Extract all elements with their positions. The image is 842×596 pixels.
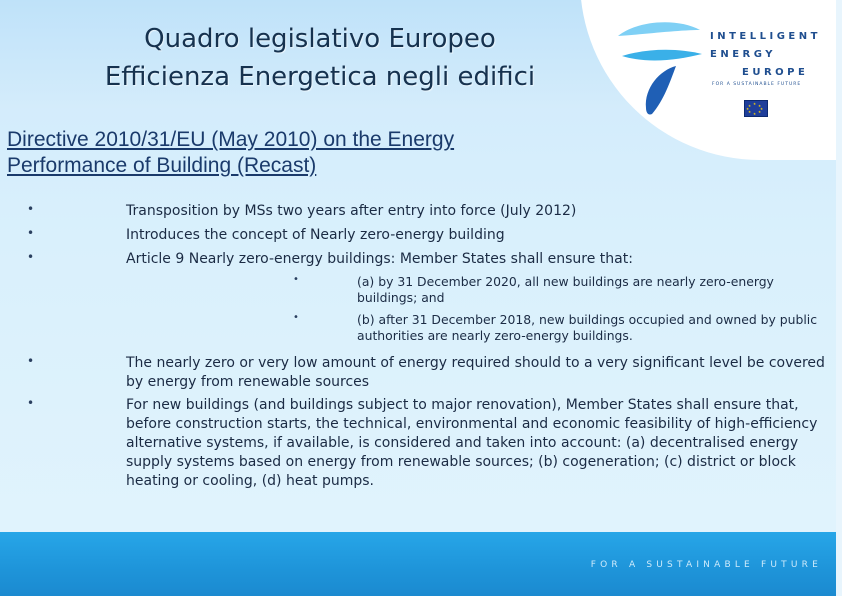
bullet-dot: • [27,354,35,368]
page-title [40,20,600,96]
title-line-2: Efficienza Energetica negli edifici [104,62,536,92]
sub-bullet-text: (b) after 31 December 2018, new buildings occupied and owned by public authorities are nearly zero-energy buildings. [357,312,818,343]
bullet-text: For new buildings (and buildings subject to major renovation), Member States shall ensure that, before construction starts, the technical, environmental and economic feasibility of high-efficiency alternative systems, if available, is considered and taken into account: (a) decentralised energy supply systems based on energy from renewable sources; (b) cogeneration; (c) district or block heating or cooling, (d) heat pumps. [126,397,818,489]
title-line-1: Quadro legislativo Europeo [144,24,496,54]
logo-line-2: ENERGY [710,49,776,60]
bullet-dot: • [27,202,35,216]
sub-bullet-text: (a) by 31 December 2020, all new buildings are nearly zero-energy buildings; and [357,274,774,305]
logo-wordmark [710,28,821,82]
eu-flag-icon: ★ ★ ★ ★ ★ ★ ★ ★ [744,100,768,117]
logo-tagline: FOR A SUSTAINABLE FUTURE [712,82,802,87]
right-edge [836,0,842,596]
bullet-text: Introduces the concept of Nearly zero-energy building [126,227,505,243]
sub-bullet-dot: • [293,312,299,323]
bullet-text: Transposition by MSs two years after entry into force (July 2012) [126,203,577,219]
logo-line-1: INTELLIGENT [710,31,821,42]
directive-line-1: Directive 2010/31/EU (May 2010) on the Energy [7,128,455,151]
iee-swoosh-logo-icon [608,8,708,128]
directive-line-2: Performance of Building (Recast) [7,154,317,177]
bullet-text: The nearly zero or very low amount of energy required should to a very significant level be covered by energy from renewable sources [126,355,825,390]
bullet-dot: • [27,226,35,240]
bullet-dot: • [27,396,35,410]
footer-tagline: FOR A SUSTAINABLE FUTURE [590,560,822,570]
bullet-text: Article 9 Nearly zero-energy buildings: Member States shall ensure that: [126,251,633,267]
bullet-dot: • [27,250,35,264]
logo-line-3: EUROPE [742,67,809,78]
directive-heading [7,127,607,179]
sub-bullet-dot: • [293,274,299,285]
